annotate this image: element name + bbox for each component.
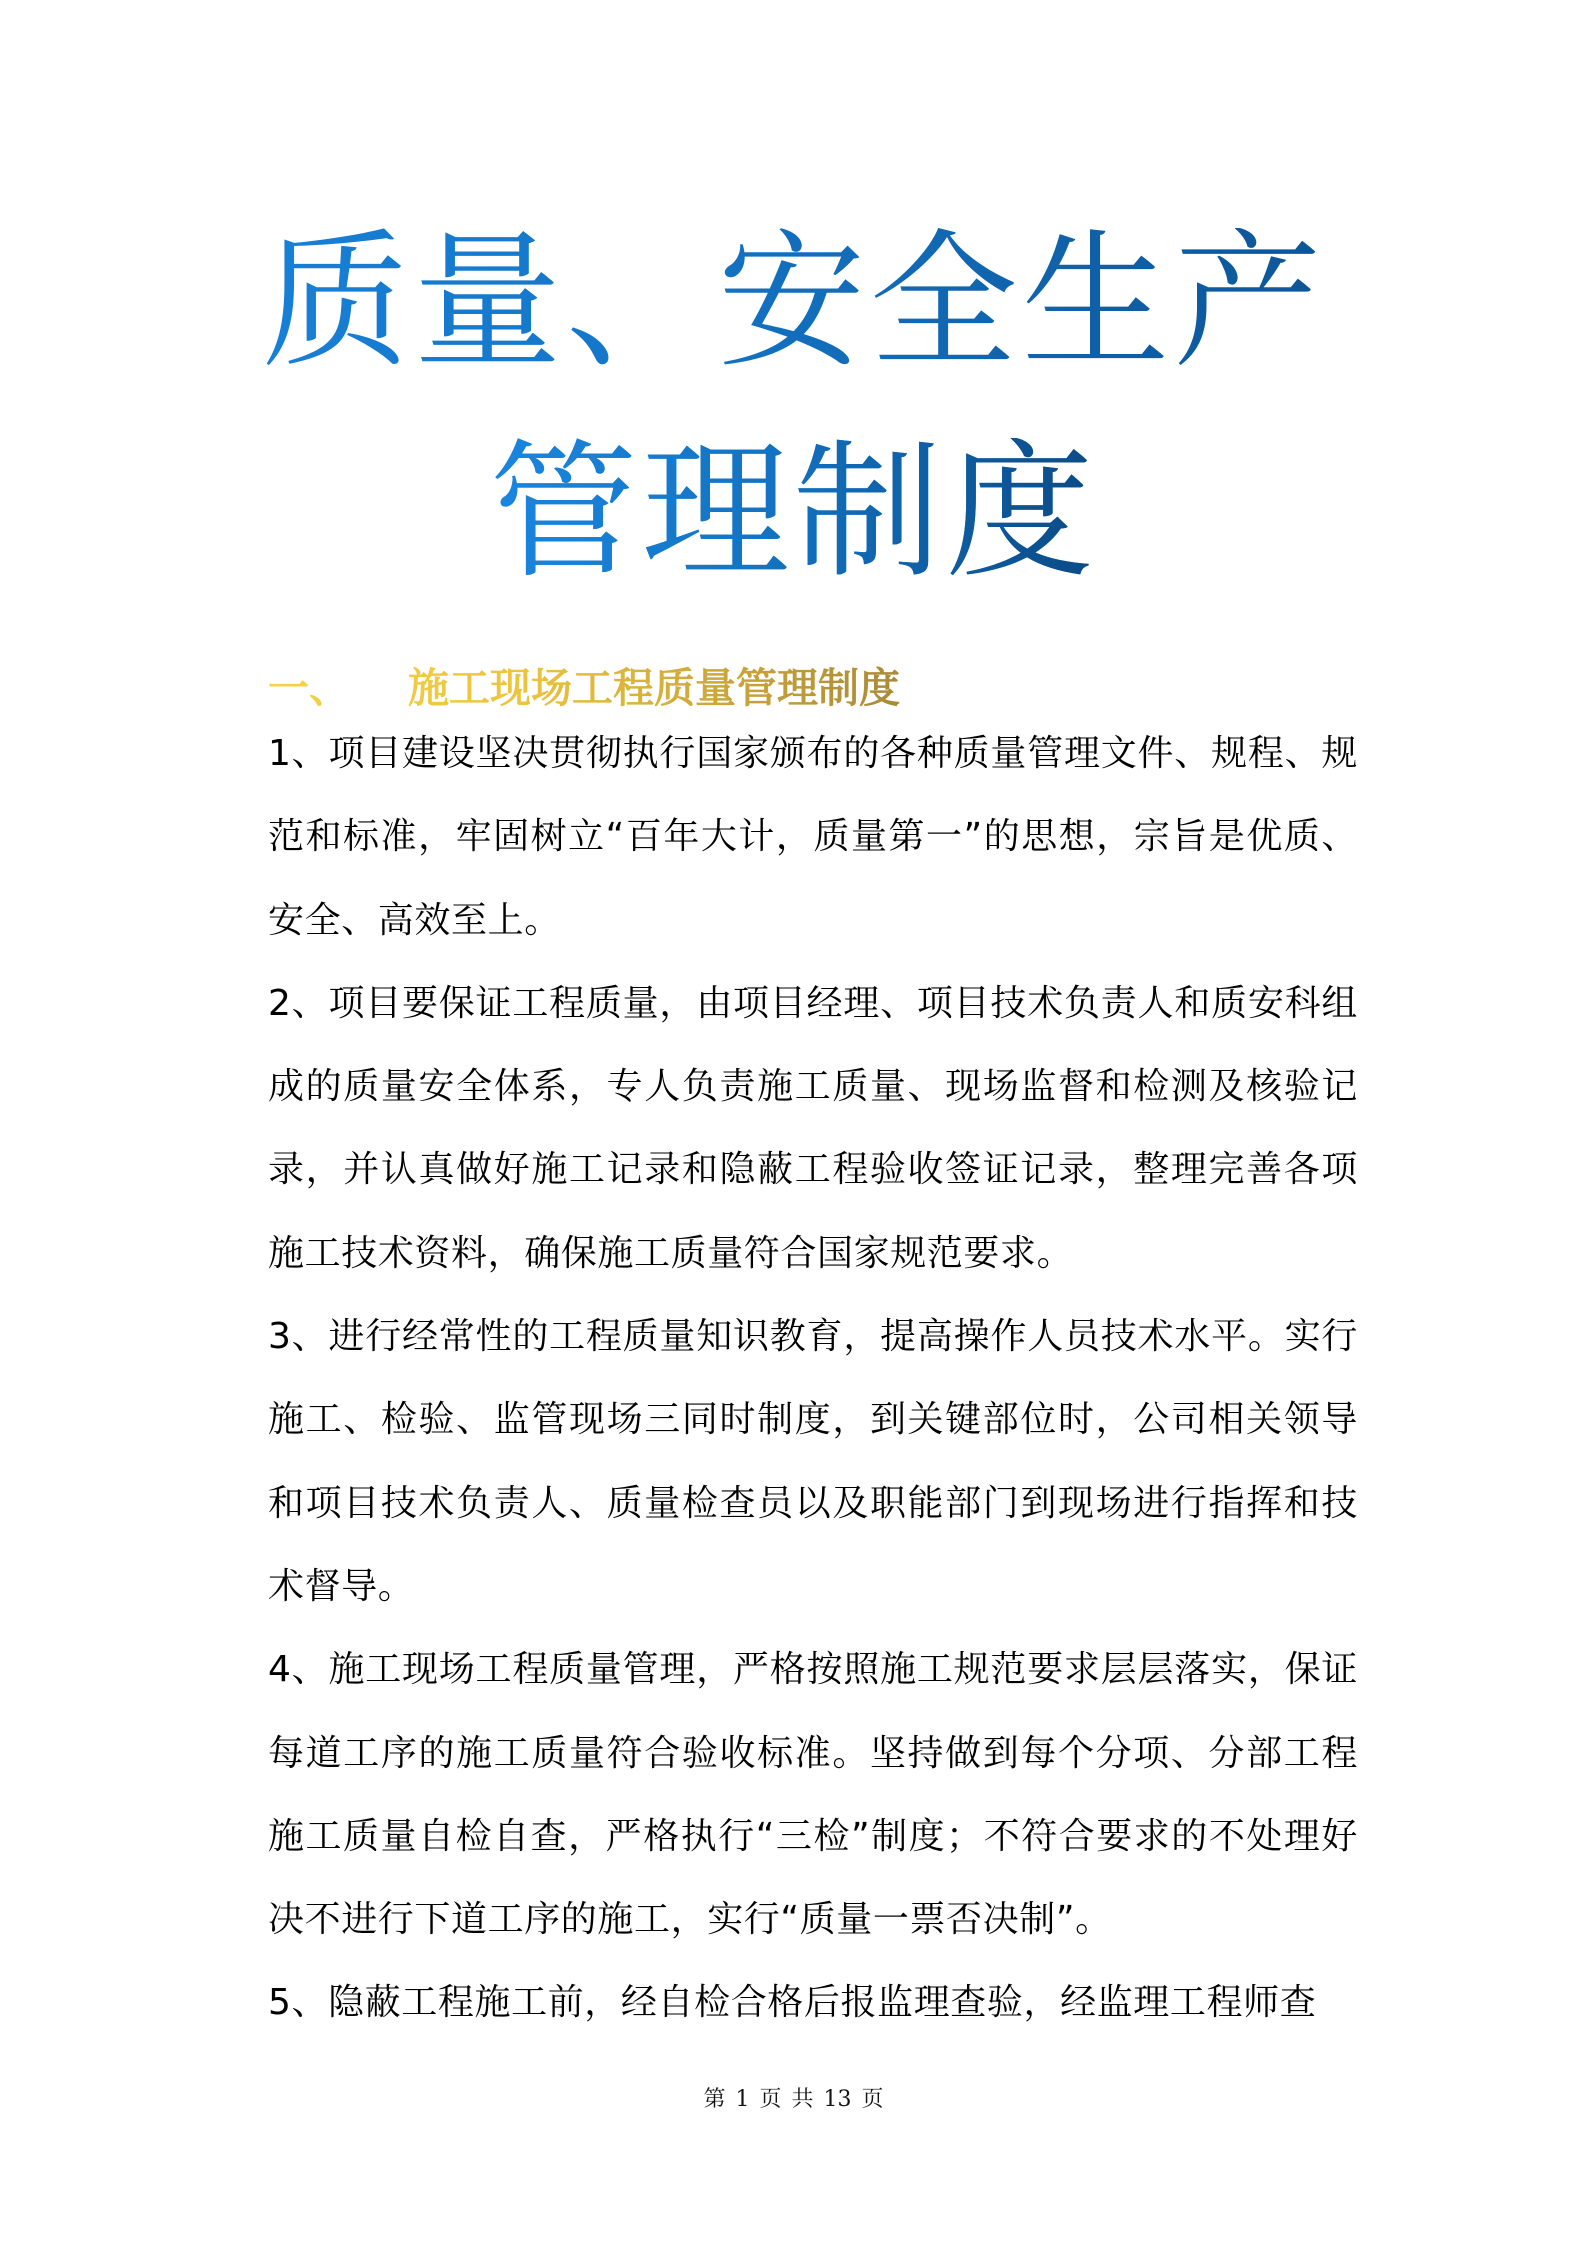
body-content: [268, 712, 1358, 2045]
section-heading: [268, 658, 900, 718]
total-pages-number: 13: [823, 2087, 852, 2112]
section-number: 一、: [268, 663, 350, 712]
document-title-line2: [0, 426, 1587, 598]
paragraph-5: 5、隐蔽工程施工前，经自检合格后报监理查验，经监理工程师查: [268, 1982, 1317, 2024]
paragraph-1: 1、项目建设坚决贯彻执行国家颁布的各种质量管理文件、规程、规范和标准，牢固树立“百年大计，质量第一”的思想，宗旨是优质、安全、高效至上。: [268, 733, 1358, 941]
footer-prefix: 第: [703, 2087, 726, 2112]
current-page-number: 1: [735, 2087, 750, 2112]
paragraph-2: 2、项目要保证工程质量，由项目经理、项目技术负责人和质安科组成的质量安全体系，专人负责施工质量、现场监督和检测及核验记录，并认真做好施工记录和隐蔽工程验收签证记录，整理完善各项施工技术资料，确保施工质量符合国家规范要求。: [268, 982, 1358, 1274]
document-title-line2-text: 管理制度: [489, 426, 1098, 598]
document-title-line1: 质量、安全生产: [0, 228, 1587, 376]
paragraph-3: 3、进行经常性的工程质量知识教育，提高操作人员技术水平。实行施工、检验、监管现场三同时制度，到关键部位时，公司相关领导和项目技术负责人、质量检查员以及职能部门到现场进行指挥和技术督导。: [268, 1316, 1358, 1607]
footer-total-prefix: 共: [791, 2087, 814, 2112]
paragraph-4: 4、施工现场工程质量管理，严格按照施工规范要求层层落实，保证每道工序的施工质量符合验收标准。坚持做到每个分项、分部工程施工质量自检自查，严格执行“三检”制度；不符合要求的不处理好决不进行下道工序的施工，实行“质量一票否决制”。: [268, 1649, 1358, 1941]
page-footer: [0, 2082, 1587, 2113]
footer-total-suffix: 页: [861, 2087, 884, 2112]
footer-page-word: 页: [759, 2087, 782, 2112]
section-heading-text: 施工现场工程质量管理制度: [408, 663, 900, 712]
